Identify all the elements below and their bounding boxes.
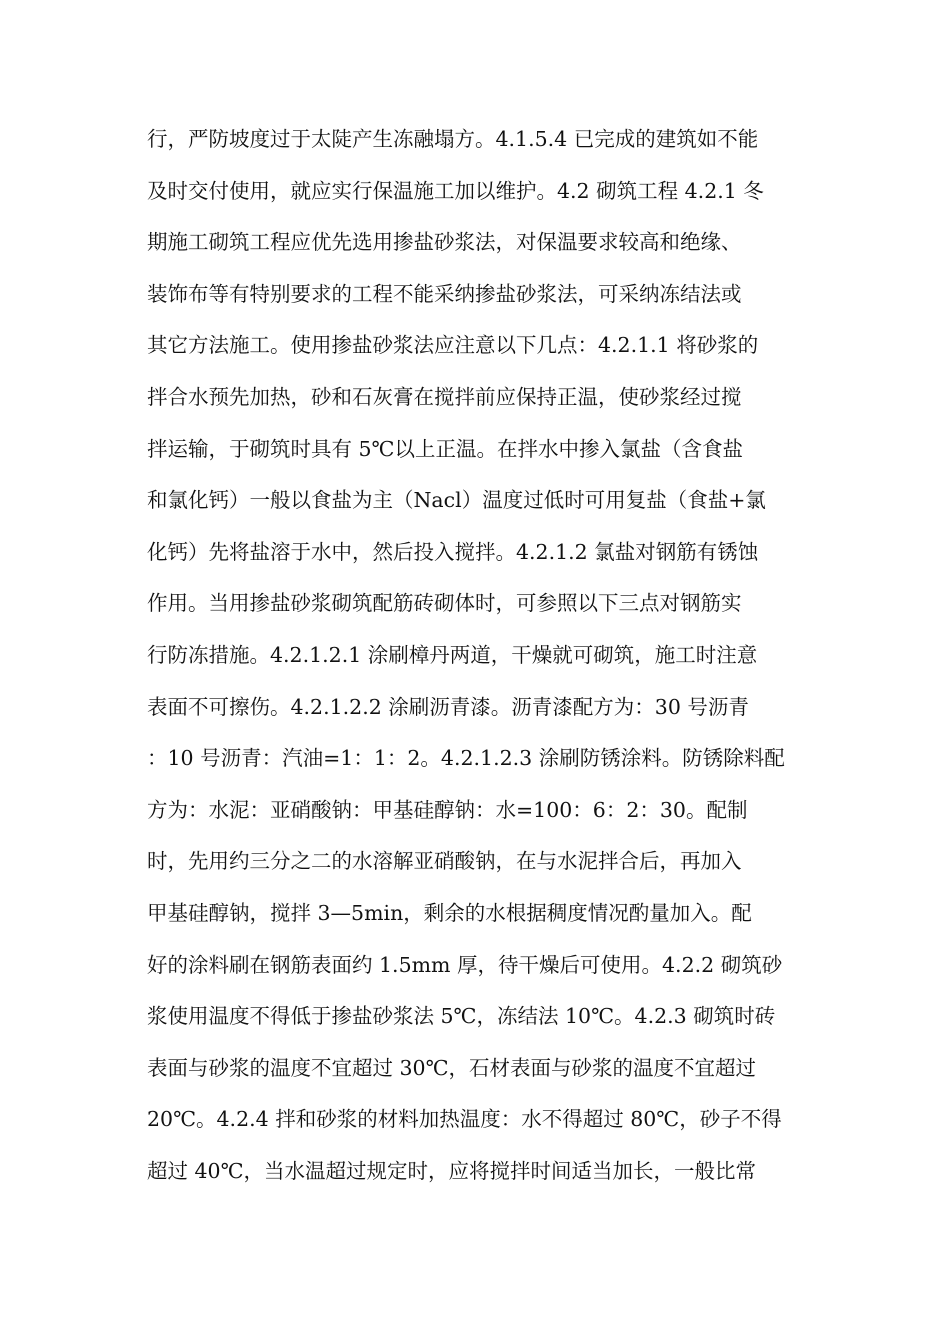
text-line: 行防冻措施。4.2.1.2.1 涂刷樟丹两道，干燥就可砌筑，施工时注意 [147,642,758,667]
text-line: 和氯化钙）一般以食盐为主（Nacl）温度过低时可用复盐（食盐+氯 [147,488,766,513]
body-text [147,114,819,1197]
text-line: 表面不可擦伤。4.2.1.2.2 涂刷沥青漆。沥青漆配方为：30 号沥青 [147,694,749,719]
text-line: 拌运输，于砌筑时具有 5℃以上正温。在拌水中掺入氯盐（含食盐 [147,436,743,461]
text-line: ：10 号沥青：汽油=1：1：2。4.2.1.2.3 涂刷防锈涂料。防锈除料配 [147,746,785,771]
text-line: 超过 40℃，当水温超过规定时，应将搅拌时间适当加长，一般比常 [147,1158,757,1183]
text-line: 期施工砌筑工程应优先选用掺盐砂浆法，对保温要求较高和绝缘、 [147,230,742,255]
text-line: 20℃。4.2.4 拌和砂浆的材料加热温度：水不得超过 80℃，砂子不得 [147,1107,782,1132]
text-line: 装饰布等有特别要求的工程不能采纳掺盐砂浆法，可采纳冻结法或 [147,281,742,306]
text-line: 其它方法施工。使用掺盐砂浆法应注意以下几点：4.2.1.1 将砂浆的 [147,333,759,358]
text-line: 拌合水预先加热，砂和石灰膏在搅拌前应保持正温，使砂浆经过搅 [147,384,742,409]
text-line: 时，先用约三分之二的水溶解亚硝酸钠，在与水泥拌合后，再加入 [147,849,742,874]
text-line: 表面与砂浆的温度不宜超过 30℃，石材表面与砂浆的温度不宜超过 [147,1055,757,1080]
text-line: 及时交付使用，就应实行保温施工加以维护。4.2 砌筑工程 4.2.1 冬 [147,178,764,203]
text-line: 好的涂料刷在钢筋表面约 1.5mm 厚，待干燥后可使用。4.2.2 砌筑砂 [147,952,783,977]
text-line: 甲基硅醇钠，搅拌 3—5min，剩余的水根据稠度情况酌量加入。配 [147,900,752,925]
text-line: 化钙）先将盐溶于水中，然后投入搅拌。4.2.1.2 氯盐对钢筋有锈蚀 [147,539,759,564]
text-line: 方为：水泥：亚硝酸钠：甲基硅醇钠：水=100：6：2：30。配制 [147,797,748,822]
text-line: 行，严防坡度过于太陡产生冻融塌方。4.1.5.4 已完成的建筑如不能 [147,127,759,151]
text-line: 作用。当用掺盐砂浆砌筑配筋砖砌体时，可参照以下三点对钢筋实 [147,591,742,616]
text-line: 浆使用温度不得低于掺盐砂浆法 5℃，冻结法 10℃。4.2.3 砌筑时砖 [147,1004,776,1029]
